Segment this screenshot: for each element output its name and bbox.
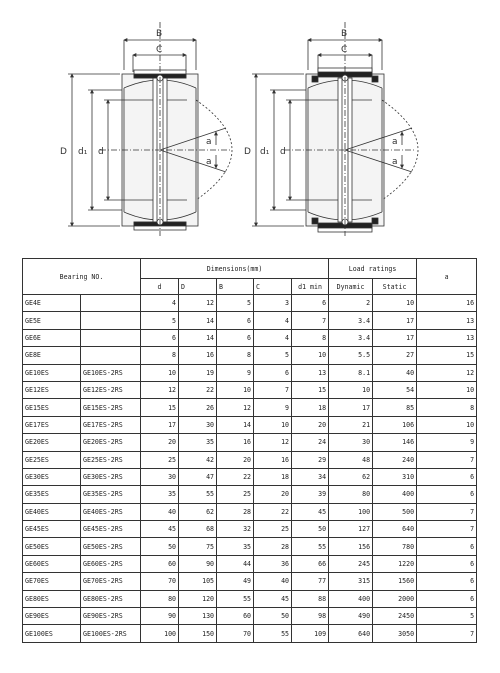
table-cell: 3 — [254, 295, 292, 312]
table-cell: 20 — [141, 434, 179, 451]
table-cell: 80 — [141, 590, 179, 607]
table-row — [23, 521, 477, 538]
table-cell: 6 — [217, 329, 254, 346]
table-cell: 40 — [373, 364, 417, 381]
table-cell: 9 — [254, 399, 292, 416]
table-cell: 60 — [217, 608, 254, 625]
table-cell: 9 — [417, 434, 477, 451]
table-row — [23, 503, 477, 520]
label-D-right: D — [244, 147, 251, 157]
table-cell: 90 — [141, 608, 179, 625]
table-cell: 25 — [254, 521, 292, 538]
table-cell: 150 — [179, 625, 217, 642]
table-cell: 60 — [141, 555, 179, 572]
label-C-right: C — [341, 45, 348, 55]
table-cell: 10 — [292, 347, 329, 364]
table-cell: 15 — [141, 399, 179, 416]
table-cell: 55 — [254, 625, 292, 642]
bearing-drawing-left — [68, 22, 232, 236]
table-cell: 7 — [417, 625, 477, 642]
table-cell: 48 — [329, 451, 373, 468]
table-cell: 3050 — [373, 625, 417, 642]
subheader-3: C — [254, 279, 292, 295]
table-cell: 6 — [141, 329, 179, 346]
table-cell: GE30ES — [23, 468, 81, 485]
subheader-1: D — [179, 279, 217, 295]
table-cell: 4 — [141, 295, 179, 312]
table-cell: 17 — [141, 416, 179, 433]
table-cell: 19 — [179, 364, 217, 381]
table-cell: 22 — [254, 503, 292, 520]
table-cell: 45 — [141, 521, 179, 538]
label-d-right: d — [280, 147, 286, 157]
table-cell: 90 — [179, 555, 217, 572]
table-cell: 1560 — [373, 573, 417, 590]
table-row — [23, 608, 477, 625]
table-cell: GE15ES-2RS — [81, 399, 141, 416]
table-row — [23, 312, 477, 329]
table-cell: 12 — [141, 381, 179, 398]
table-cell: GE40ES-2RS — [81, 503, 141, 520]
table-cell: 156 — [329, 538, 373, 555]
table-cell: GE45ES-2RS — [81, 521, 141, 538]
table-cell: 10 — [373, 295, 417, 312]
table-cell: 55 — [179, 486, 217, 503]
table-cell: 146 — [373, 434, 417, 451]
table-cell: GE90ES — [23, 608, 81, 625]
table-cell: 6 — [417, 573, 477, 590]
table-cell: 5 — [254, 347, 292, 364]
table-cell: GE35ES-2RS — [81, 486, 141, 503]
table-cell: 17 — [329, 399, 373, 416]
table-cell: 25 — [141, 451, 179, 468]
subheader-6: Static — [373, 279, 417, 295]
table-cell: 10 — [417, 381, 477, 398]
table-cell: 16 — [179, 347, 217, 364]
table-cell: 30 — [179, 416, 217, 433]
table-cell: 8 — [217, 347, 254, 364]
table-cell: 24 — [292, 434, 329, 451]
table-row — [23, 416, 477, 433]
table-cell: 45 — [254, 590, 292, 607]
table-cell: 15 — [417, 347, 477, 364]
table-cell: 400 — [329, 590, 373, 607]
table-row — [23, 573, 477, 590]
table-cell: 62 — [179, 503, 217, 520]
bearing-drawing-right — [252, 22, 418, 236]
table-cell: 490 — [329, 608, 373, 625]
table-row — [23, 555, 477, 572]
table-cell: GE60ES-2RS — [81, 555, 141, 572]
subheader-2: B — [217, 279, 254, 295]
table-cell: 14 — [179, 329, 217, 346]
table-row — [23, 399, 477, 416]
table-cell: 55 — [217, 590, 254, 607]
header-a: a — [417, 259, 477, 295]
table-cell: 6 — [417, 555, 477, 572]
table-cell: 50 — [292, 521, 329, 538]
table-cell: 6 — [417, 538, 477, 555]
table-cell: GE80ES-2RS — [81, 590, 141, 607]
label-a-left-top: a — [206, 137, 212, 147]
label-a-right-top: a — [392, 137, 398, 147]
label-d-left: d — [98, 147, 104, 157]
table-cell: 14 — [179, 312, 217, 329]
label-d1-left: d₁ — [78, 147, 88, 157]
table-cell: 35 — [217, 538, 254, 555]
table-cell: GE20ES — [23, 434, 81, 451]
table-cell: 640 — [329, 625, 373, 642]
table-cell: GE80ES — [23, 590, 81, 607]
table-cell: 88 — [292, 590, 329, 607]
table-cell: GE4E — [23, 295, 81, 312]
table-cell: 40 — [254, 573, 292, 590]
table-cell: 8.1 — [329, 364, 373, 381]
table-cell: GE20ES-2RS — [81, 434, 141, 451]
table-cell: 12 — [417, 364, 477, 381]
table-cell: 26 — [179, 399, 217, 416]
table-cell: GE25ES-2RS — [81, 451, 141, 468]
table-cell: 25 — [217, 486, 254, 503]
table-cell: 32 — [217, 521, 254, 538]
table-cell: GE8E — [23, 347, 81, 364]
table-cell: 7 — [417, 503, 477, 520]
table-cell: 12 — [254, 434, 292, 451]
table-cell: 20 — [254, 486, 292, 503]
table-cell: 18 — [254, 468, 292, 485]
table-cell: 310 — [373, 468, 417, 485]
table-cell: 36 — [254, 555, 292, 572]
subheader-5: Dynamic — [329, 279, 373, 295]
table-cell: 50 — [141, 538, 179, 555]
table-row — [23, 590, 477, 607]
table-cell: 6 — [254, 364, 292, 381]
table-cell: 500 — [373, 503, 417, 520]
table-cell: 18 — [292, 399, 329, 416]
table-cell: 35 — [179, 434, 217, 451]
table-cell: 7 — [417, 521, 477, 538]
table-cell: 35 — [141, 486, 179, 503]
table-cell: 5 — [417, 608, 477, 625]
table-cell: 100 — [141, 625, 179, 642]
table-cell: 5 — [141, 312, 179, 329]
table-cell: 120 — [179, 590, 217, 607]
table-cell: GE5E — [23, 312, 81, 329]
table-cell: 8 — [417, 399, 477, 416]
table-row — [23, 347, 477, 364]
table-cell: 7 — [254, 381, 292, 398]
table-cell: 80 — [329, 486, 373, 503]
table-cell: 13 — [417, 312, 477, 329]
table-cell: 10 — [217, 381, 254, 398]
table-cell: GE70ES-2RS — [81, 573, 141, 590]
table-cell: 44 — [217, 555, 254, 572]
table-cell: 75 — [179, 538, 217, 555]
table-cell: 68 — [179, 521, 217, 538]
table-cell: 7 — [417, 451, 477, 468]
table-cell: 34 — [292, 468, 329, 485]
table-cell: 28 — [254, 538, 292, 555]
label-B-left: B — [156, 29, 163, 39]
header-dimensions: Dimensions(mm) — [141, 259, 329, 279]
table-cell: 28 — [217, 503, 254, 520]
table-row — [23, 486, 477, 503]
table-cell: 20 — [292, 416, 329, 433]
table-cell: GE35ES — [23, 486, 81, 503]
table-cell: 7 — [292, 312, 329, 329]
table-cell: 315 — [329, 573, 373, 590]
label-a-right-bottom: a — [392, 157, 398, 167]
table-cell: 5 — [217, 295, 254, 312]
table-cell: GE100ES — [23, 625, 81, 642]
table-cell: 22 — [179, 381, 217, 398]
table-body — [23, 295, 477, 643]
table-cell: 66 — [292, 555, 329, 572]
table-cell: GE90ES-2RS — [81, 608, 141, 625]
table-cell: 106 — [373, 416, 417, 433]
header-bearing-no: Bearing NO. — [23, 259, 141, 295]
table-cell: 245 — [329, 555, 373, 572]
table-cell: 16 — [254, 451, 292, 468]
table-cell: 640 — [373, 521, 417, 538]
table-cell: 2000 — [373, 590, 417, 607]
table-cell: GE15ES — [23, 399, 81, 416]
table-cell: 10 — [254, 416, 292, 433]
table-row — [23, 451, 477, 468]
table-cell: 10 — [417, 416, 477, 433]
label-B-right: B — [341, 29, 348, 39]
table-cell: 4 — [254, 329, 292, 346]
table-cell: GE50ES — [23, 538, 81, 555]
table-cell: 8 — [292, 329, 329, 346]
table-cell: 20 — [217, 451, 254, 468]
table-cell — [81, 329, 141, 346]
table-cell: 105 — [179, 573, 217, 590]
table-row — [23, 538, 477, 555]
table-cell: GE45ES — [23, 521, 81, 538]
table-cell: GE25ES — [23, 451, 81, 468]
table-cell: 27 — [373, 347, 417, 364]
table-cell: 8 — [141, 347, 179, 364]
table-cell: 62 — [329, 468, 373, 485]
label-D-left: D — [60, 147, 67, 157]
table-cell — [81, 347, 141, 364]
table-cell: GE50ES-2RS — [81, 538, 141, 555]
table-cell: 55 — [292, 538, 329, 555]
table-cell: 40 — [141, 503, 179, 520]
table-cell: 16 — [217, 434, 254, 451]
table-cell: 1220 — [373, 555, 417, 572]
table-row — [23, 295, 477, 312]
table-cell: 6 — [417, 590, 477, 607]
table-cell: 70 — [217, 625, 254, 642]
table-cell: 10 — [329, 381, 373, 398]
table-cell: 12 — [179, 295, 217, 312]
table-cell: GE60ES — [23, 555, 81, 572]
table-cell: 50 — [254, 608, 292, 625]
table-cell: GE6E — [23, 329, 81, 346]
table-cell: 100 — [329, 503, 373, 520]
table-cell: GE70ES — [23, 573, 81, 590]
table-cell: GE40ES — [23, 503, 81, 520]
table-cell: 780 — [373, 538, 417, 555]
table-cell: 240 — [373, 451, 417, 468]
header-load-ratings: Load ratings — [329, 259, 417, 279]
table-cell: 45 — [292, 503, 329, 520]
table-cell: 9 — [217, 364, 254, 381]
table-cell: 6 — [417, 468, 477, 485]
table-cell: 30 — [329, 434, 373, 451]
table-cell: 14 — [217, 416, 254, 433]
subheader-0: d — [141, 279, 179, 295]
table-row — [23, 468, 477, 485]
table-cell: 17 — [373, 312, 417, 329]
table-row — [23, 625, 477, 642]
table-cell: 2 — [329, 295, 373, 312]
table-row — [23, 329, 477, 346]
table-cell: 13 — [292, 364, 329, 381]
table-row — [23, 381, 477, 398]
table-cell: GE12ES — [23, 381, 81, 398]
table-cell: 3.4 — [329, 329, 373, 346]
table-cell: GE17ES — [23, 416, 81, 433]
table-cell: 30 — [141, 468, 179, 485]
table-cell: GE10ES-2RS — [81, 364, 141, 381]
table-cell: 6 — [217, 312, 254, 329]
table-cell: 5.5 — [329, 347, 373, 364]
table-cell: 15 — [292, 381, 329, 398]
subheader-4: d1 min — [292, 279, 329, 295]
table-cell: 16 — [417, 295, 477, 312]
table-cell: 85 — [373, 399, 417, 416]
table-cell: 2450 — [373, 608, 417, 625]
table-cell: GE12ES-2RS — [81, 381, 141, 398]
table-cell: 109 — [292, 625, 329, 642]
table-cell: 29 — [292, 451, 329, 468]
table-cell: 42 — [179, 451, 217, 468]
table-cell: 3.4 — [329, 312, 373, 329]
table-cell: 12 — [217, 399, 254, 416]
table-cell: 130 — [179, 608, 217, 625]
table-cell: GE10ES — [23, 364, 81, 381]
table-cell: 4 — [254, 312, 292, 329]
table-row — [23, 434, 477, 451]
table-cell: 47 — [179, 468, 217, 485]
table-cell: 13 — [417, 329, 477, 346]
table-cell — [81, 312, 141, 329]
bearing-drawings — [0, 0, 500, 250]
table-cell: 39 — [292, 486, 329, 503]
table-cell: 70 — [141, 573, 179, 590]
table-cell: 17 — [373, 329, 417, 346]
label-d1-right: d₁ — [260, 147, 270, 157]
label-C-left: C — [156, 45, 163, 55]
table-cell: 54 — [373, 381, 417, 398]
table-cell: 10 — [141, 364, 179, 381]
table-cell: GE17ES-2RS — [81, 416, 141, 433]
table-cell: 127 — [329, 521, 373, 538]
table-cell: GE30ES-2RS — [81, 468, 141, 485]
table-row — [23, 364, 477, 381]
table-cell: 400 — [373, 486, 417, 503]
table-cell: 22 — [217, 468, 254, 485]
table-cell: 21 — [329, 416, 373, 433]
table-cell: 6 — [292, 295, 329, 312]
table-cell: 77 — [292, 573, 329, 590]
table-cell: 6 — [417, 486, 477, 503]
table-cell: 49 — [217, 573, 254, 590]
table-cell: 98 — [292, 608, 329, 625]
label-a-left-bottom: a — [206, 157, 212, 167]
bearing-spec-table — [22, 258, 477, 643]
table-cell — [81, 295, 141, 312]
table-cell: GE100ES-2RS — [81, 625, 141, 642]
